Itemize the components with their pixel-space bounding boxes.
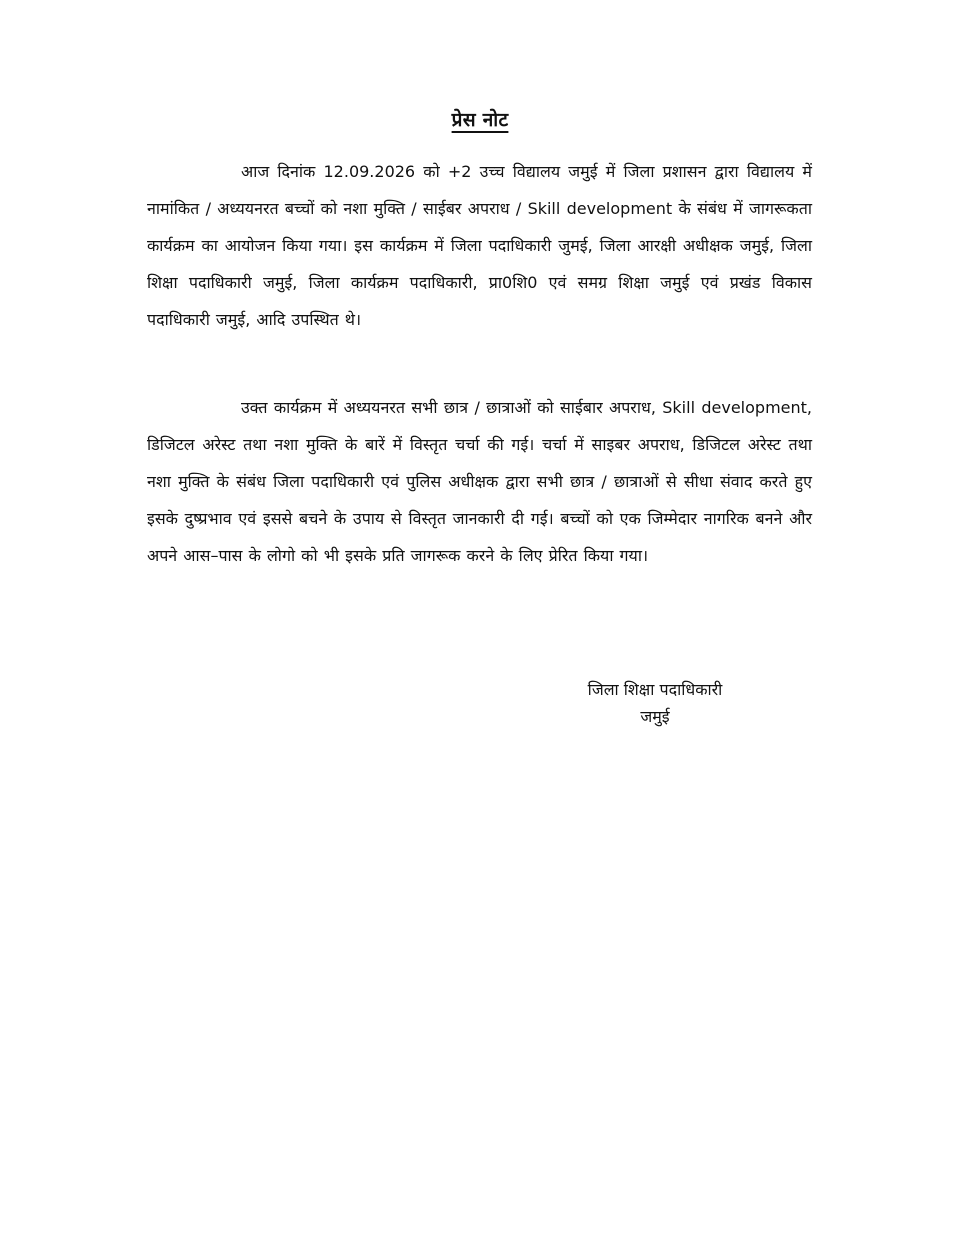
- paragraph-1: आज दिनांक 12.09.2026 को +2 उच्च विद्यालय जमुई में जिला प्रशासन द्वारा विद्यालय में नामांकित / अध्ययनरत बच्चों को नशा मुक्ति / साईबर अपराध / Skill development के संबंध में जागरूकता कार्यक्रम का आयोजन किया गया। इस कार्यक्रम में जिला पदाधिकारी जुमई, जिला आरक्षी अधीक्षक जमुई, जिला शिक्षा पदाधिकारी जमुई, जिला कार्यक्रम पदाधिकारी, प्रा0शि0 एवं समग्र शिक्षा जमुई एवं प्रखंड विकास पदाधिकारी जमुई, आदि उपस्थित थे।: [147, 162, 812, 329]
- paragraph-2: उक्त कार्यक्रम में अध्ययनरत सभी छात्र / छात्राओं को साईबार अपराध, Skill development, डिजिटल अरेस्ट तथा नशा मुक्ति के बारें में विस्तृत चर्चा की गई। चर्चा में साइबर अपराध, डिजिटल अरेस्ट तथा नशा मुक्ति के संबंध जिला पदाधिकारी एवं पुलिस अधीक्षक द्वारा सभी छात्र / छात्राओं से सीधा संवाद करते हुए इसके दुष्प्रभाव एवं इससे बचने के उपाय से विस्तृत जानकारी दी गई। बच्चों को एक जिम्मेदार नागरिक बनने और अपने आस–पास के लोगो को भी इसके प्रति जागरूक करने के लिए प्रेरित किया गया।: [147, 398, 812, 565]
- signature-designation: जिला शिक्षा पदाधिकारी: [587, 680, 723, 699]
- signature-place: जमुई: [640, 707, 670, 726]
- signature-block: [540, 676, 770, 730]
- page-title: [0, 106, 960, 132]
- title-text: प्रेस नोट: [451, 109, 509, 131]
